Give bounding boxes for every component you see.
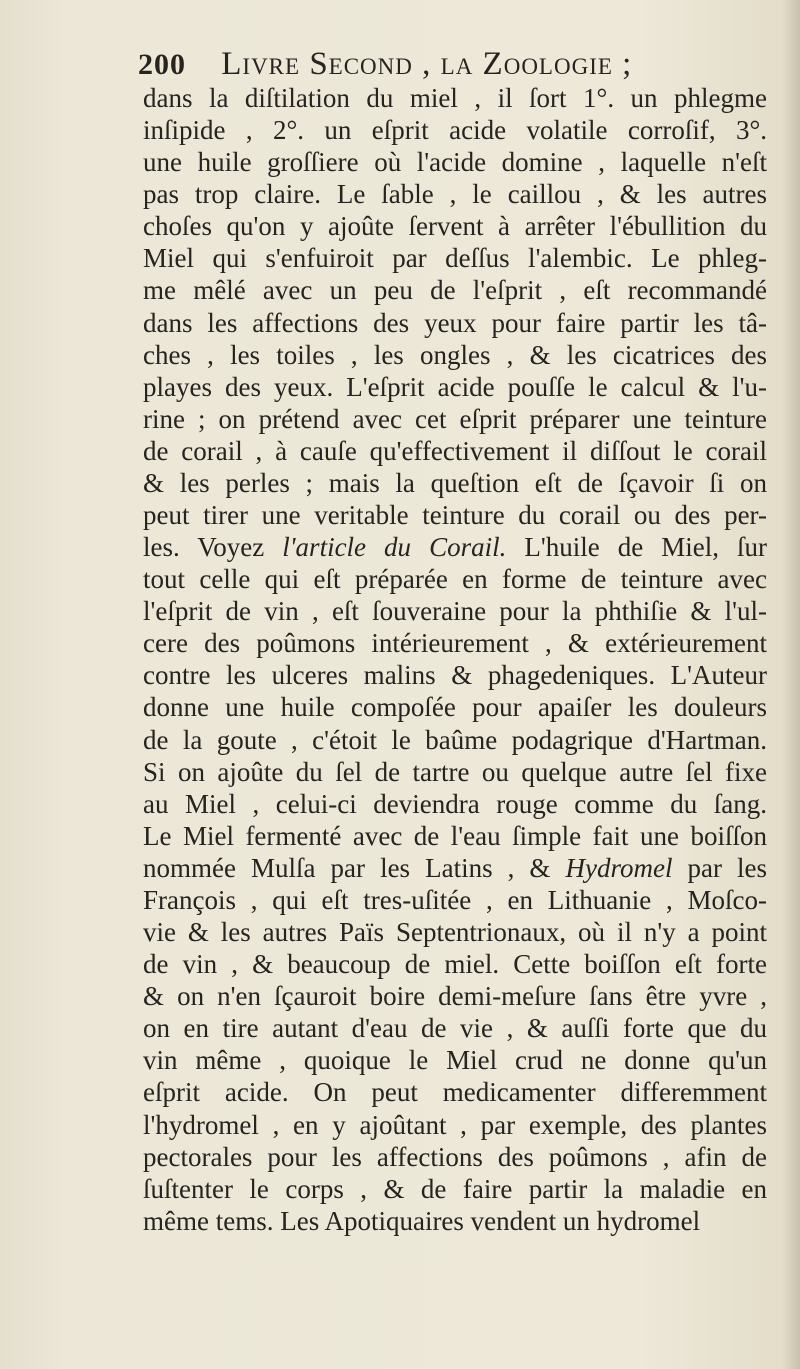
text-line: François , qui eſt tres-uſitée , en Lithuanie , Moſco- xyxy=(143,884,767,915)
text-line: de vin , & beaucoup de miel. Cette boiſſon eſt forte xyxy=(143,949,767,980)
running-title: Livre Second , la Zoologie ; xyxy=(221,46,633,82)
text-line: ches , les toiles , les ongles , & les cicatrices des xyxy=(143,339,767,370)
italic-phrase: l'article du Corail. xyxy=(282,532,507,563)
text-line: on en tire autant d'eau de vie , & auſſi forte que du xyxy=(143,1013,767,1044)
text-line: vin même , quoique le Miel crud ne donne qu'un xyxy=(143,1045,767,1076)
text-line: rine ; on prétend avec cet eſprit préparer une teinture xyxy=(143,403,767,434)
text-line: Miel qui s'enfuiroit par deſſus l'alembic. Le phleg- xyxy=(143,243,767,274)
text-line: & les perles ; mais la queſtion eſt de ſçavoir ſi on xyxy=(143,467,767,498)
body-text xyxy=(143,82,767,1237)
text-line: ſuſtenter le corps , & de faire partir la maladie en xyxy=(143,1173,767,1204)
text-line: pas trop claire. Le ſable , le caillou , & les autres xyxy=(143,179,767,210)
text-line: contre les ulceres malins & phagedeniques. L'Auteur xyxy=(143,660,767,691)
text-line: nommée Mulſa par les Latins , & Hydromel par les xyxy=(143,852,768,883)
text-line: de la goute , c'étoit le baûme podagrique d'Hartman. xyxy=(143,724,767,755)
text-line: eſprit acide. On peut medicamenter differemment xyxy=(143,1077,767,1108)
text-line: même tems. Les Apotiquaires vendent un hydromel xyxy=(143,1205,701,1236)
text-line: tout celle qui eſt préparée en forme de teinture avec xyxy=(143,564,767,595)
text-line: & on n'en ſçauroit boire demi-meſure ſans être yvre , xyxy=(143,981,767,1012)
text-line: playes des yeux. L'eſprit acide pouſſe le calcul & l'u- xyxy=(143,371,767,402)
text-line: dans les affections des yeux pour faire partir les tâ- xyxy=(143,307,767,338)
text-line: Le Miel fermenté avec de l'eau ſimple fait une boiſſon xyxy=(143,820,767,851)
text-line: peut tirer une veritable teinture du corail ou des per- xyxy=(143,500,767,531)
text-line: Si on ajoûte du ſel de tartre ou quelque autre ſel fixe xyxy=(143,756,767,787)
text-line: me mêlé avec un peu de l'eſprit , eſt recommandé xyxy=(143,275,767,306)
italic-phrase: Hydromel xyxy=(565,852,673,883)
text-line: de corail , à cauſe qu'effectivement il diſſout le corail xyxy=(143,435,767,466)
text-line: cere des poûmons intérieurement , & extérieurement xyxy=(143,628,767,659)
text-line: l'hydromel , en y ajoûtant , par exemple, des plantes xyxy=(143,1109,767,1140)
text-line: inſipide , 2°. un eſprit acide volatile corroſif, 3°. xyxy=(143,115,767,146)
text-line: choſes qu'on y ajoûte ſervent à arrêter l'ébullition du xyxy=(143,211,767,242)
text-line: une huile groſſiere où l'acide domine , laquelle n'eſt xyxy=(143,147,767,178)
page-edge-shadow xyxy=(782,0,800,1369)
text-line: pectorales pour les affections des poûmons , afin de xyxy=(143,1141,767,1172)
text-line: les. Voyez l'article du Corail. L'huile de Miel, ſur xyxy=(143,532,767,563)
text-line: au Miel , celui-ci deviendra rouge comme du ſang. xyxy=(143,788,767,819)
text-line: l'eſprit de vin , eſt ſouveraine pour la phthiſie & l'ul- xyxy=(143,596,767,627)
text-line: vie & les autres Païs Septentrionaux, où il n'y a point xyxy=(143,917,767,948)
page-number: 200 xyxy=(138,48,186,81)
text-line: dans la diſtilation du miel , il ſort 1°. un phlegme xyxy=(143,83,767,113)
text-line: donne une huile compoſée pour apaiſer les douleurs xyxy=(143,692,767,723)
running-header xyxy=(138,44,678,85)
